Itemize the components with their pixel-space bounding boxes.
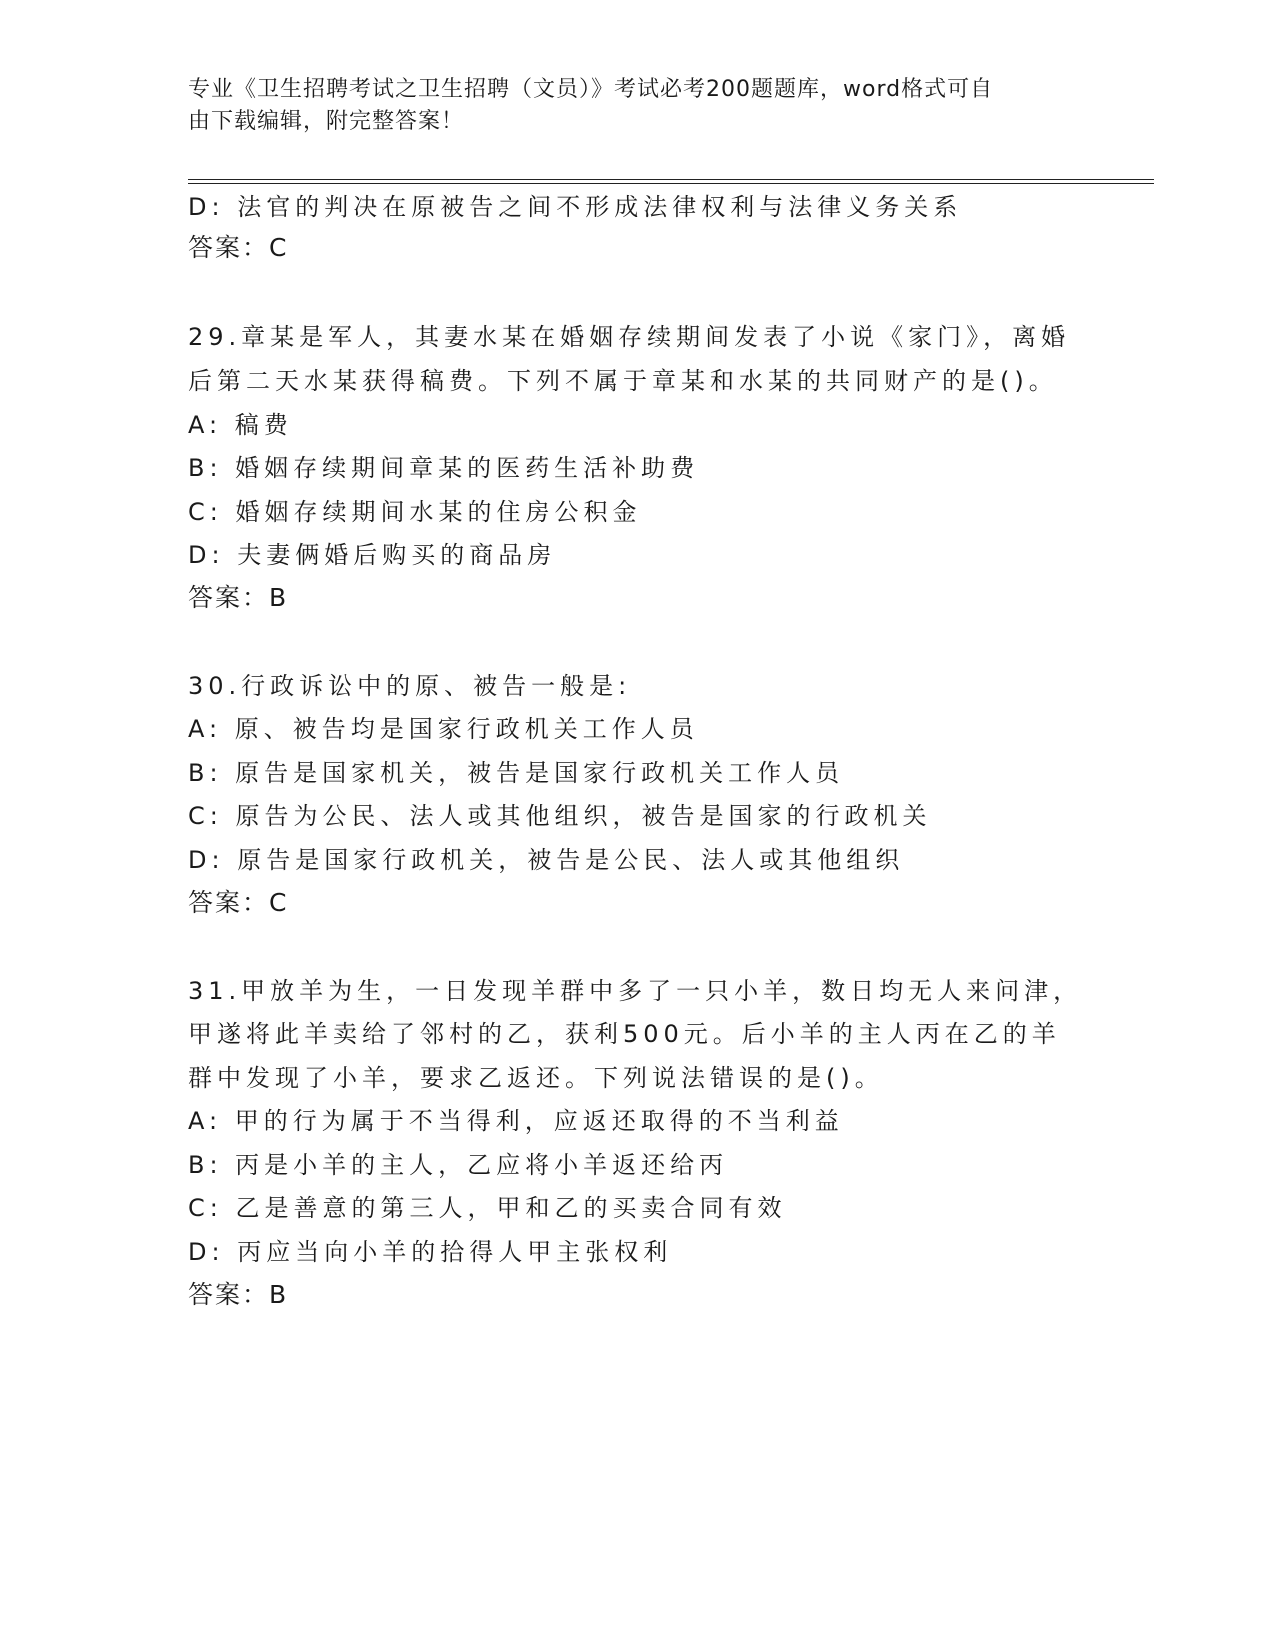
- option-a: A: 甲的行为属于不当得利，应返还取得的不当利益: [188, 1107, 844, 1135]
- option-a: A: 稿费: [188, 411, 293, 439]
- answer: 答案：C: [188, 888, 289, 917]
- header-line-2: 由下载编辑，附完整答案！: [188, 109, 465, 134]
- option-d: D: 法官的判决在原被告之间不形成法律权利与法律义务关系: [188, 193, 963, 221]
- option-c: C: 乙是善意的第三人，甲和乙的买卖合同有效: [188, 1194, 787, 1222]
- option-b: B: 婚姻存续期间章某的医药生活补助费: [188, 454, 700, 482]
- answer: 答案：B: [188, 583, 289, 612]
- option-b: B: 丙是小羊的主人，乙应将小羊返还给丙: [188, 1151, 729, 1179]
- header-divider-bottom: [188, 183, 1154, 184]
- question-stem: 后第二天水某获得稿费。下列不属于章某和水某的共同财产的是()。: [188, 367, 1058, 395]
- option-a: A: 原、被告均是国家行政机关工作人员: [188, 715, 699, 743]
- question-stem: 29.章某是军人，其妻水某在婚姻存续期间发表了小说《家门》，离婚: [188, 323, 1071, 351]
- option-d: D: 夫妻俩婚后购买的商品房: [188, 541, 557, 569]
- option-c: C: 婚姻存续期间水某的住房公积金: [188, 498, 642, 526]
- option-b: B: 原告是国家机关，被告是国家行政机关工作人员: [188, 759, 845, 787]
- header-line-1: 专业《卫生招聘考试之卫生招聘（文员）》考试必考200题题库，word格式可自: [188, 77, 994, 102]
- header-divider-top: [188, 179, 1154, 180]
- option-d: D: 原告是国家行政机关，被告是公民、法人或其他组织: [188, 846, 905, 874]
- option-c: C: 原告为公民、法人或其他组织，被告是国家的行政机关: [188, 802, 932, 830]
- question-stem: 群中发现了小羊，要求乙返还。下列说法错误的是()。: [188, 1064, 884, 1092]
- question-stem: 30.行政诉讼中的原、被告一般是:: [188, 672, 632, 700]
- answer: 答案：B: [188, 1280, 289, 1309]
- question-stem: 甲遂将此羊卖给了邻村的乙，获利500元。后小羊的主人丙在乙的羊: [188, 1020, 1061, 1048]
- option-d: D: 丙应当向小羊的拾得人甲主张权利: [188, 1238, 673, 1266]
- answer: 答案：C: [188, 233, 289, 262]
- question-stem: 31.甲放羊为生，一日发现羊群中多了一只小羊，数日均无人来问津，: [188, 977, 1083, 1005]
- document-header: [188, 74, 1088, 138]
